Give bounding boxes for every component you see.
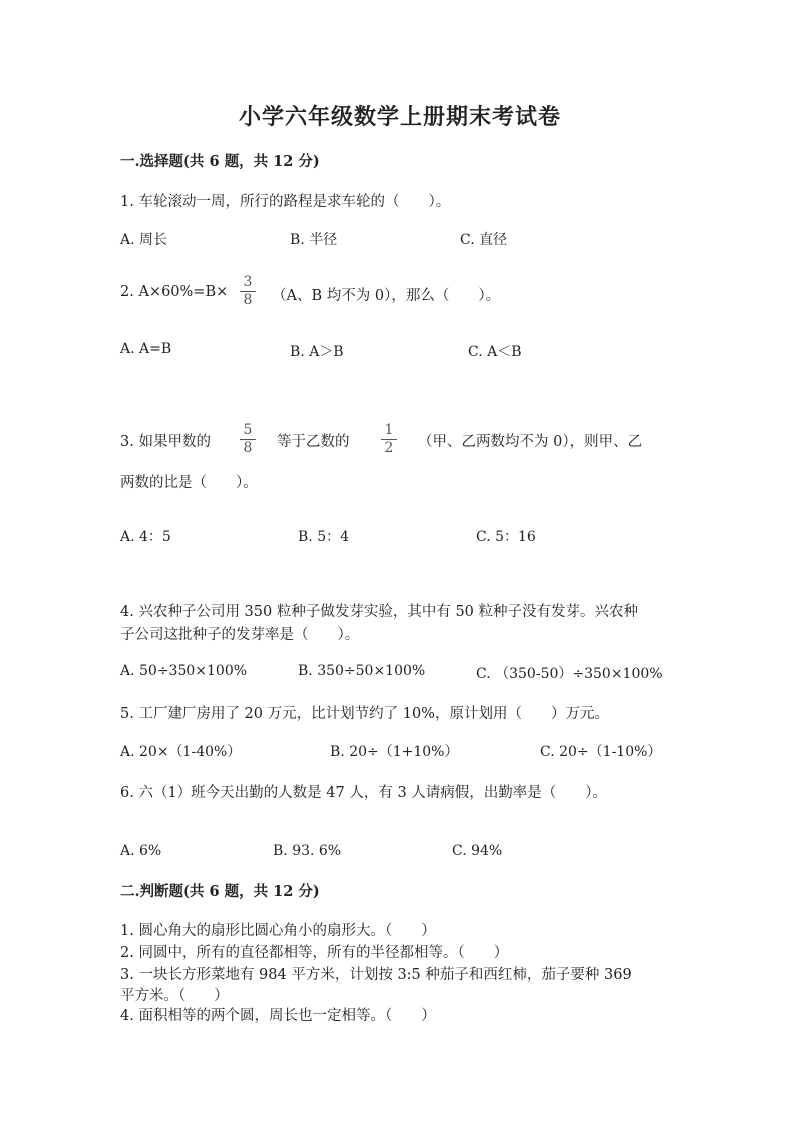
question-3-text-b: 等于乙数的 (277, 434, 350, 450)
judgement-item-1: 1. 圆心角大的扇形比圆心角小的扇形大。（ ） (120, 923, 436, 939)
question-1: 1. 车轮滚动一周，所行的路程是求车轮的（ ）。 (120, 194, 451, 210)
question-3-fraction-2 (381, 423, 397, 456)
judgement-item-3: 3. 一块长方形菜地有 984 平方米，计划按 3:5 种茄子和西红柿，茄子要种 369 (120, 967, 632, 983)
judgement-item-2: 2. 同圆中，所有的直径都相等，所有的半径都相等。（ ） (120, 945, 509, 961)
q4-option-c: C. （350-50）÷350×100% (476, 666, 663, 682)
q1-option-a: A. 周长 (120, 232, 168, 248)
question-3-fraction-1 (240, 423, 256, 456)
fraction-numerator: 1 (384, 422, 394, 438)
question-3-text-c: （甲、乙两数均不为 0），则甲、乙 (418, 434, 643, 450)
question-2-text-before: 2. A×60%=B× (120, 284, 229, 300)
q3-option-b: B. 5：4 (298, 529, 350, 545)
question-4-line-1: 4. 兴农种子公司用 350 粒种子做发芽实验，其中有 50 粒种子没有发芽。兴农种 (120, 604, 639, 620)
section-heading-choice: 一.选择题(共 6 题，共 12 分) (120, 153, 320, 170)
fraction-numerator: 3 (243, 274, 253, 290)
q5-option-b: B. 20÷（1+10%） (330, 744, 459, 760)
judgement-item-4: 4. 面积相等的两个圆，周长也一定相等。（ ） (120, 1008, 436, 1024)
question-2-fraction (240, 275, 256, 308)
q3-option-a: A. 4：5 (120, 529, 171, 545)
q1-option-c: C. 直径 (460, 232, 508, 248)
section-heading-judgement: 二.判断题(共 6 题，共 12 分) (120, 883, 320, 900)
q6-option-b: B. 93. 6% (273, 843, 342, 859)
page-title: 小学六年级数学上册期末考试卷 (238, 104, 561, 130)
fraction-denominator: 8 (243, 440, 253, 456)
q6-option-c: C. 94% (452, 843, 503, 859)
q5-option-a: A. 20×（1-40%） (120, 744, 242, 760)
q5-option-c: C. 20÷（1-10%） (540, 744, 662, 760)
judgement-item-3-continued: 平方米。（ ） (120, 988, 229, 1004)
question-6: 6. 六（1）班今天出勤的人数是 47 人，有 3 人请病假，出勤率是（ ）。 (120, 785, 608, 801)
q1-option-b: B. 半径 (290, 232, 338, 248)
q4-option-a: A. 50÷350×100% (120, 663, 248, 679)
question-3-text-a: 3. 如果甲数的 (120, 434, 211, 450)
q2-option-c: C. A＜B (468, 344, 522, 360)
fraction-numerator: 5 (243, 422, 253, 438)
fraction-denominator: 8 (243, 292, 253, 308)
q4-option-b: B. 350÷50×100% (298, 663, 426, 679)
q6-option-a: A. 6% (120, 843, 162, 859)
fraction-denominator: 2 (384, 440, 394, 456)
q3-option-c: C. 5：16 (476, 529, 536, 545)
q2-option-a: A. A=B (120, 341, 172, 357)
question-4-line-2: 子公司这批种子的发芽率是（ ）。 (120, 627, 360, 643)
q2-option-b: B. A＞B (290, 344, 344, 360)
question-5: 5. 工厂建厂房用了 20 万元，比计划节约了 10%，原计划用（ ）万元。 (120, 706, 609, 722)
question-3-line-2: 两数的比是（ ）。 (120, 475, 258, 491)
question-2-text-after: （A、B 均不为 0），那么（ ）。 (272, 288, 501, 304)
